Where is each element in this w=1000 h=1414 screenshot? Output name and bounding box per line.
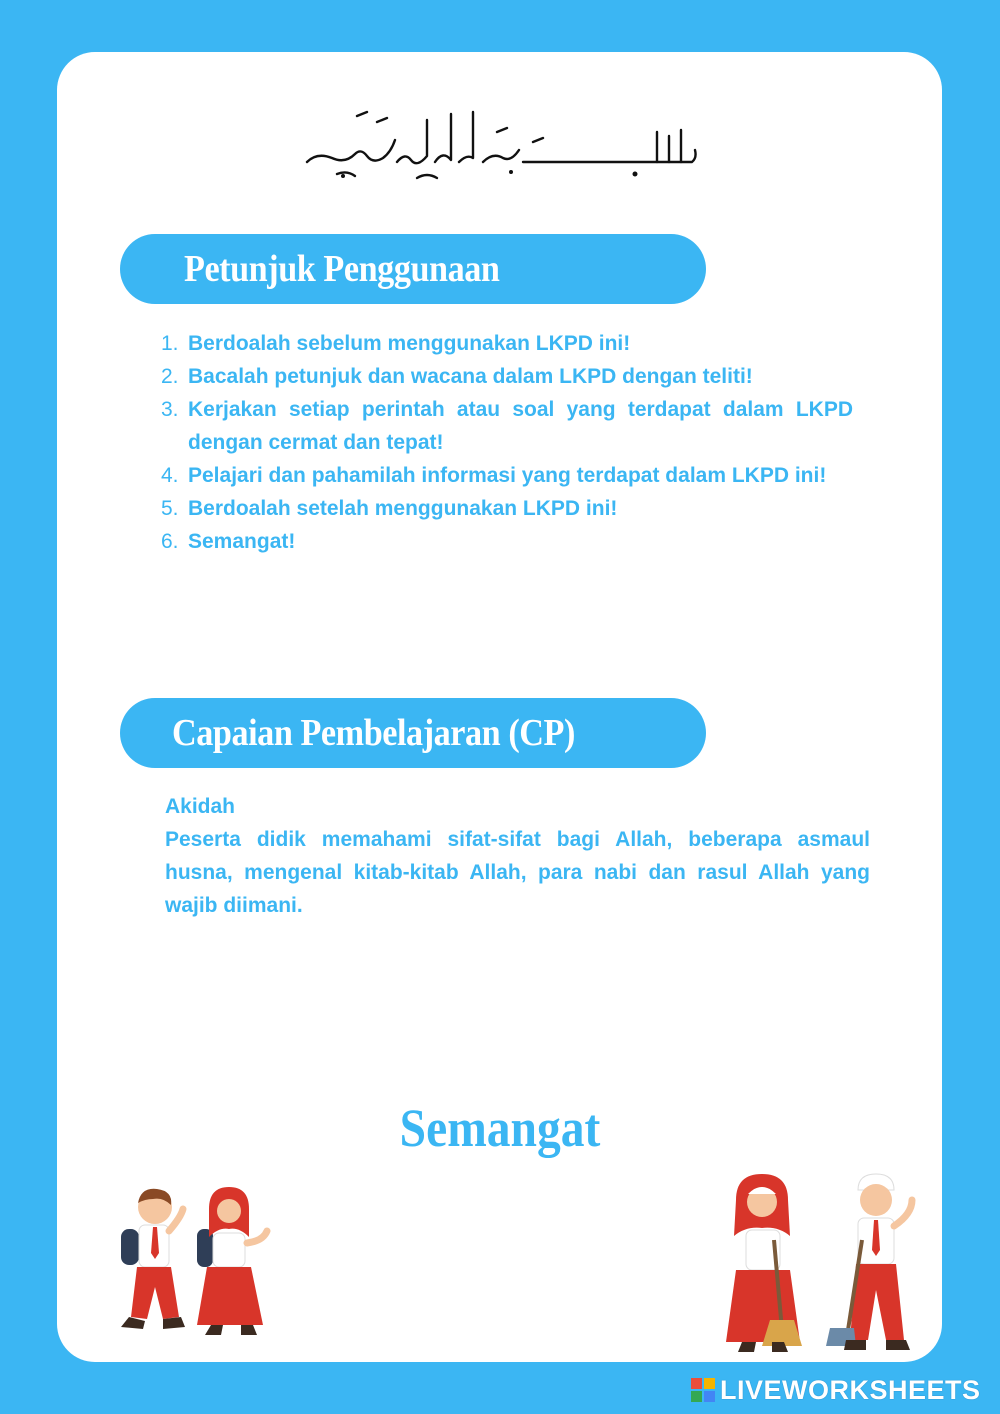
- cp-header: [120, 698, 706, 768]
- cp-title: Capaian Pembelajaran (CP): [172, 712, 575, 754]
- list-number: 5.: [161, 497, 179, 520]
- liveworksheets-logo[interactable]: [690, 1375, 981, 1405]
- brand-name: LIVEWORKSHEETS: [720, 1374, 981, 1405]
- list-text: Berdoalah setelah menggunakan LKPD ini!: [188, 497, 618, 520]
- students-walking-illustration: [107, 1187, 287, 1357]
- list-number: 6.: [161, 530, 179, 553]
- instructions-title: Petunjuk Penggunaan: [184, 248, 500, 290]
- students-sweeping-illustration: [722, 1170, 922, 1360]
- list-item: [161, 327, 853, 360]
- liveworksheets-logo-icon: [690, 1377, 716, 1403]
- list-number: 1.: [161, 332, 179, 355]
- list-item: [161, 492, 853, 525]
- list-text: Semangat!: [188, 530, 296, 553]
- list-item: [161, 525, 853, 558]
- list-text: Berdoalah sebelum menggunakan LKPD ini!: [188, 332, 631, 355]
- cp-description: Peserta didik memahami sifat-sifat bagi Allah, beberapa asmaul husna, mengenal kitab-kitab Allah, para nabi dan rasul Allah yang wajib diimani.: [165, 828, 870, 917]
- list-text: Kerjakan setiap perintah atau soal yang terdapat dalam LKPD dengan cermat dan tepat!: [188, 398, 853, 454]
- list-item: [161, 459, 853, 492]
- motto-text: Semangat: [399, 1098, 600, 1158]
- cp-subject: Akidah: [165, 795, 236, 818]
- list-number: 3.: [161, 398, 179, 421]
- list-item: [161, 393, 853, 459]
- basmala-calligraphy-icon: [297, 92, 707, 182]
- motto-heading: [57, 1097, 942, 1159]
- list-number: 2.: [161, 365, 179, 388]
- list-item: [161, 360, 853, 393]
- list-text: Bacalah petunjuk dan wacana dalam LKPD dengan teliti!: [188, 365, 753, 388]
- list-number: 4.: [161, 464, 179, 487]
- list-text: Pelajari dan pahamilah informasi yang terdapat dalam LKPD ini!: [188, 464, 827, 487]
- worksheet-card: [57, 52, 942, 1362]
- cp-section: [165, 790, 870, 922]
- instructions-header: [120, 234, 706, 304]
- instructions-list: [161, 327, 853, 558]
